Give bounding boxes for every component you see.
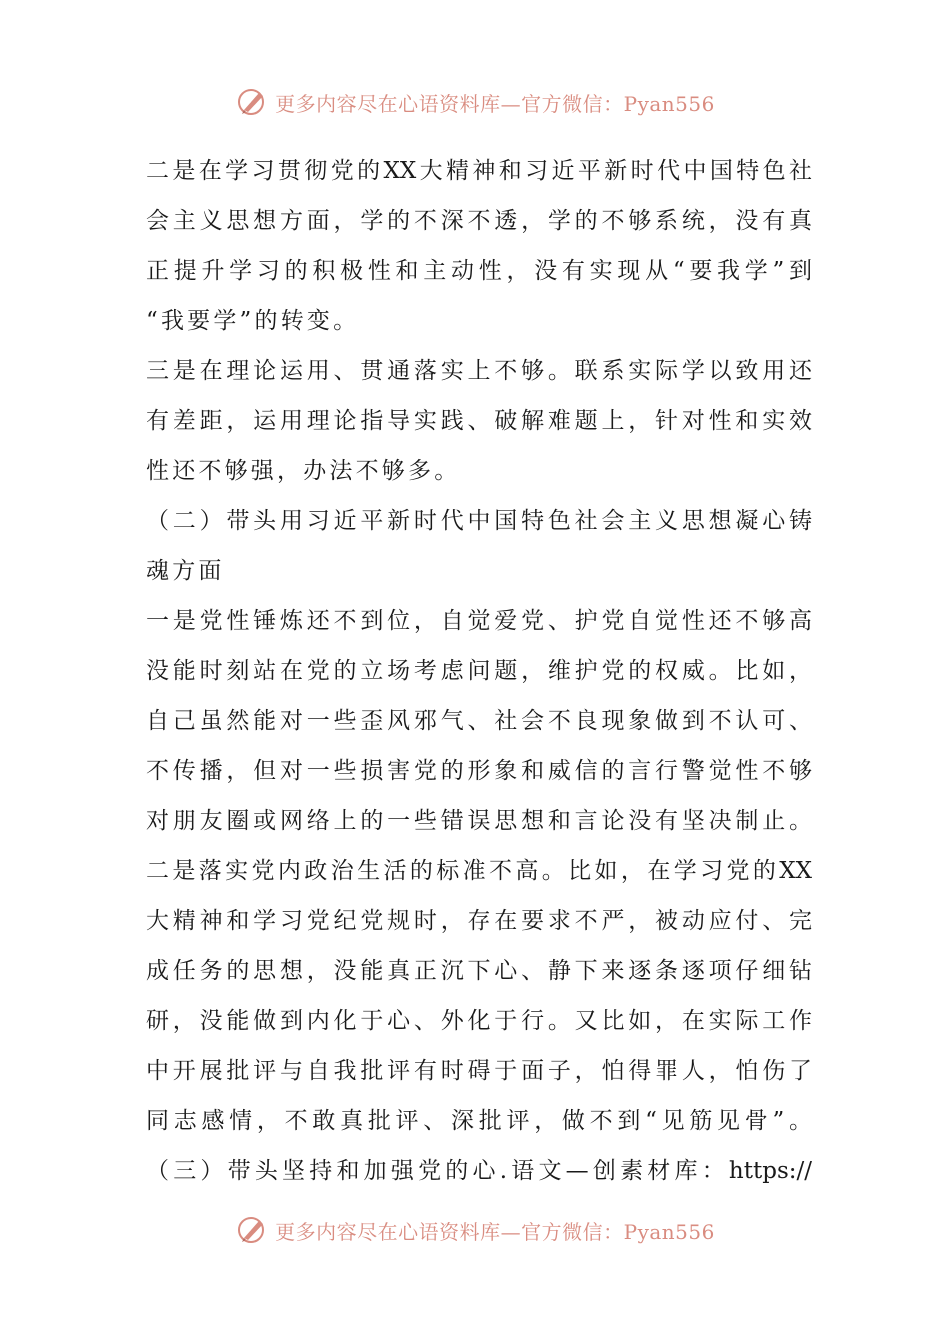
body-line: 对朋友圈或网络上的一些错误思想和言论没有坚决制止。 (146, 808, 812, 834)
body-line: 中开展批评与自我批评有时碍于面子，怕得罪人，怕伤了 (146, 1058, 812, 1084)
body-line: 没能时刻站在党的立场考虑问题，维护党的权威。比如， (146, 658, 812, 684)
body-line: 性还不够强，办法不够多。 (146, 458, 461, 484)
header-banner-text: 更多内容尽在心语资料库—官方微信：Pyan556 (275, 91, 715, 116)
body-line: 一是党性锤炼还不到位，自觉爱党、护党自觉性还不够高 (146, 608, 812, 634)
body-line: 有差距，运用理论指导实践、破解难题上，针对性和实效 (146, 408, 812, 434)
body-line: 三是在理论运用、贯通落实上不够。联系实际学以致用还 (146, 358, 812, 384)
pen-logo-icon (235, 84, 271, 120)
footer-banner-text: 更多内容尽在心语资料库—官方微信：Pyan556 (275, 1219, 715, 1244)
body-line: 同志感情，不敢真批评、深批评，做不到“见筋见骨”。 (146, 1108, 812, 1134)
section-heading: （二）带头用习近平新时代中国特色社会主义思想凝心铸 (146, 508, 812, 534)
body-line: “我要学”的转变。 (146, 308, 360, 334)
body-line: 不传播，但对一些损害党的形象和威信的言行警觉性不够 (146, 758, 812, 784)
pen-logo-icon (235, 1212, 271, 1248)
body-line: 自己虽然能对一些歪风邪气、社会不良现象做到不认可、 (146, 708, 812, 734)
section-heading: 魂方面 (146, 558, 225, 584)
body-line: 大精神和学习党纪党规时，存在要求不严，被动应付、完 (146, 908, 812, 934)
document-body (146, 146, 812, 1196)
header-banner (0, 80, 950, 124)
body-line: 正提升学习的积极性和主动性，没有实现从“要我学”到 (146, 258, 812, 284)
footer-banner (0, 1208, 950, 1252)
body-line: 成任务的思想，没能真正沉下心、静下来逐条逐项仔细钻 (146, 958, 812, 984)
body-line: 二是落实党内政治生活的标准不高。比如，在学习党的XX (146, 858, 812, 884)
body-line: 研，没能做到内化于心、外化于行。又比如，在实际工作 (146, 1008, 812, 1034)
section-heading: （三）带头坚持和加强党的心.语文—创素材库：https:// (146, 1158, 812, 1184)
body-line: 会主义思想方面，学的不深不透，学的不够系统，没有真 (146, 208, 812, 234)
body-line: 二是在学习贯彻党的XX大精神和习近平新时代中国特色社 (146, 158, 812, 184)
